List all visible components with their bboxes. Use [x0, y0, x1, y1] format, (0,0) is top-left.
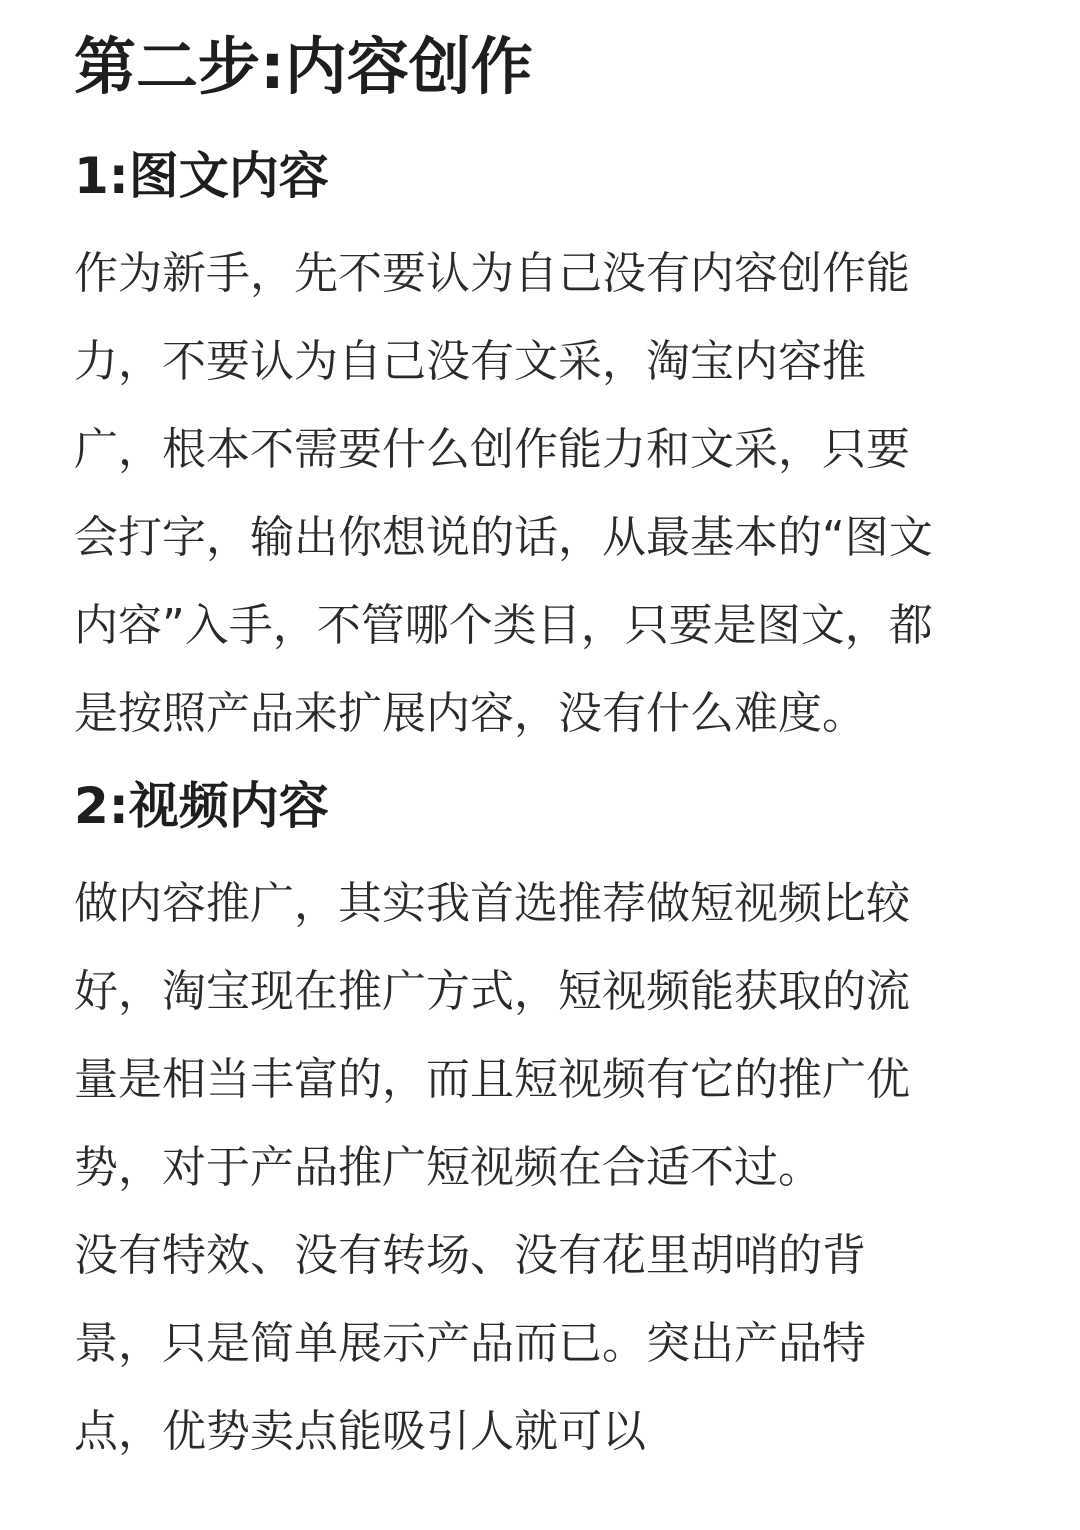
section-1-paragraph [74, 230, 933, 758]
paragraph-line: 势，对于产品推广短视频在合适不过。 [74, 1142, 822, 1193]
paragraph-line: 点，优势卖点能吸引人就可以 [74, 1406, 646, 1457]
section-2-paragraph-2 [74, 1212, 866, 1476]
paragraph-line: 量是相当丰富的，而且短视频有它的推广优 [74, 1054, 910, 1105]
paragraph-line: 景，只是简单展示产品而已。突出产品特 [74, 1318, 866, 1369]
section-heading-2: 2:视频内容 [74, 777, 329, 835]
paragraph-line: 内容”入手，不管哪个类目，只要是图文，都 [74, 600, 933, 651]
paragraph-line: 做内容推广，其实我首选推荐做短视频比较 [74, 878, 910, 929]
paragraph-line: 会打字，输出你想说的话，从最基本的“图文 [74, 512, 933, 563]
section-heading-1: 1:图文内容 [74, 147, 329, 205]
page-title: 第二步:内容创作 [74, 30, 533, 103]
section-2-paragraph-1 [74, 860, 910, 1212]
paragraph-line: 是按照产品来扩展内容，没有什么难度。 [74, 688, 866, 739]
paragraph-line: 没有特效、没有转场、没有花里胡哨的背 [74, 1230, 866, 1281]
paragraph-line: 好，淘宝现在推广方式，短视频能获取的流 [74, 966, 910, 1017]
paragraph-line: 广，根本不需要什么创作能力和文采，只要 [74, 424, 910, 475]
paragraph-line: 力，不要认为自己没有文采，淘宝内容推 [74, 336, 866, 387]
paragraph-line: 作为新手，先不要认为自己没有内容创作能 [74, 248, 910, 299]
